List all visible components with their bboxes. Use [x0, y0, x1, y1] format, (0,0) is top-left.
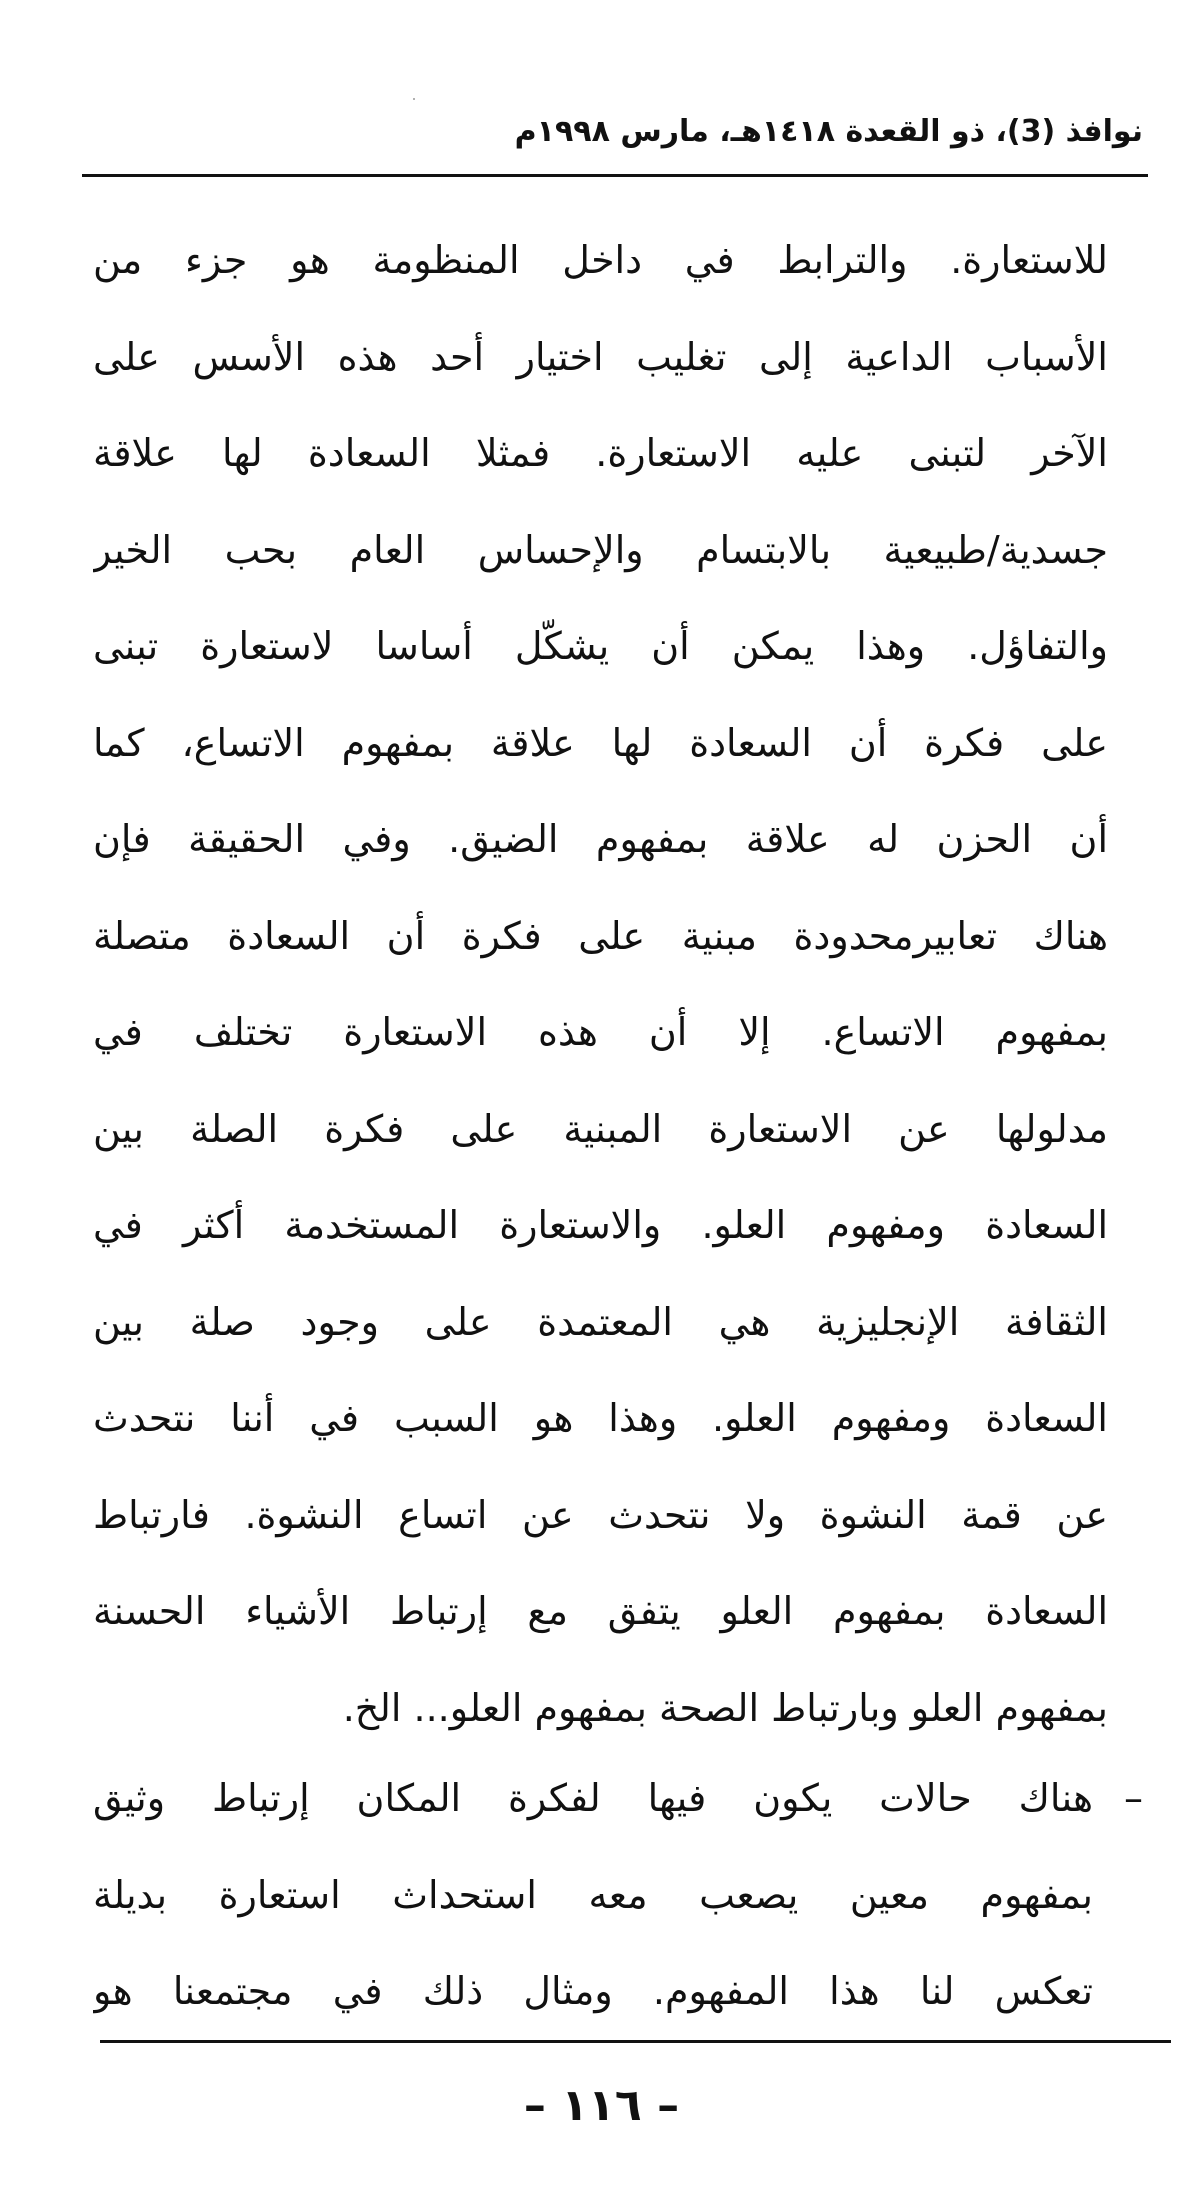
body-line: مدلولها عن الاستعارة المبنية على فكرة الصلة بين	[93, 1106, 1108, 1151]
body-line: بمفهوم الاتساع. إلا أن هذه الاستعارة تختلف في	[93, 1010, 1108, 1054]
body-line: أن الحزن له علاقة بمفهوم الضيق. وفي الحقيقة فإن	[93, 817, 1108, 861]
body-line: بمفهوم العلو وبارتباط الصحة بمفهوم العلو... الخ.	[342, 1685, 1108, 1730]
body-line: الأسباب الداعية إلى تغليب اختيار أحد هذه الأسس على	[93, 334, 1108, 379]
header-rule	[82, 174, 1148, 177]
body-line: على فكرة أن السعادة لها علاقة بمفهوم الاتساع، كما	[93, 720, 1108, 765]
body-line: هناك تعابيرمحدودة مبنية على فكرة أن السعادة متصلة	[93, 913, 1108, 958]
scan-speck	[413, 98, 415, 100]
body-line: جسدية/طبيعية بالابتسام والإحساس العام بحب الخير	[93, 527, 1108, 572]
bullet-marker: –	[1124, 1776, 1143, 1820]
body-line: السعادة ومفهوم العلو. وهذا هو السبب في أننا نتحدث	[93, 1396, 1108, 1440]
body-line: عن قمة النشوة ولا نتحدث عن اتساع النشوة. فارتباط	[93, 1492, 1108, 1537]
bullet-line: هناك حالات يكون فيها لفكرة المكان إرتباط وثيق	[93, 1776, 1093, 1820]
body-line: السعادة ومفهوم العلو. والاستعارة المستخدمة أكثر في	[93, 1203, 1108, 1247]
body-paragraph	[93, 212, 1108, 1756]
footer-rule	[100, 2040, 1171, 2043]
body-line: للاستعارة. والترابط في داخل المنظومة هو جزء من	[93, 238, 1108, 282]
body-line: الثقافة الإنجليزية هي المعتمدة على وجود صلة بين	[93, 1299, 1108, 1344]
page-number: – ١١٦ –	[523, 2080, 680, 2131]
running-header: نوافذ (3)، ذو القعدة ١٤١٨هـ، مارس ١٩٩٨م	[514, 114, 1143, 149]
bullet-line: بمفهوم معين يصعب معه استحداث استعارة بديلة	[93, 1872, 1093, 1917]
body-line: الآخر لتبنى عليه الاستعارة. فمثلا السعادة لها علاقة	[93, 431, 1108, 475]
bullet-text	[93, 1750, 1093, 2040]
body-line: والتفاؤل. وهذا يمكن أن يشكّل أساسا لاستعارة تبنى	[93, 624, 1108, 668]
body-line: السعادة بمفهوم العلو يتفق مع إرتباط الأشياء الحسنة	[93, 1589, 1108, 1633]
bullet-line: تعكس لنا هذا المفهوم. ومثال ذلك في مجتمعنا هو	[93, 1969, 1093, 2013]
